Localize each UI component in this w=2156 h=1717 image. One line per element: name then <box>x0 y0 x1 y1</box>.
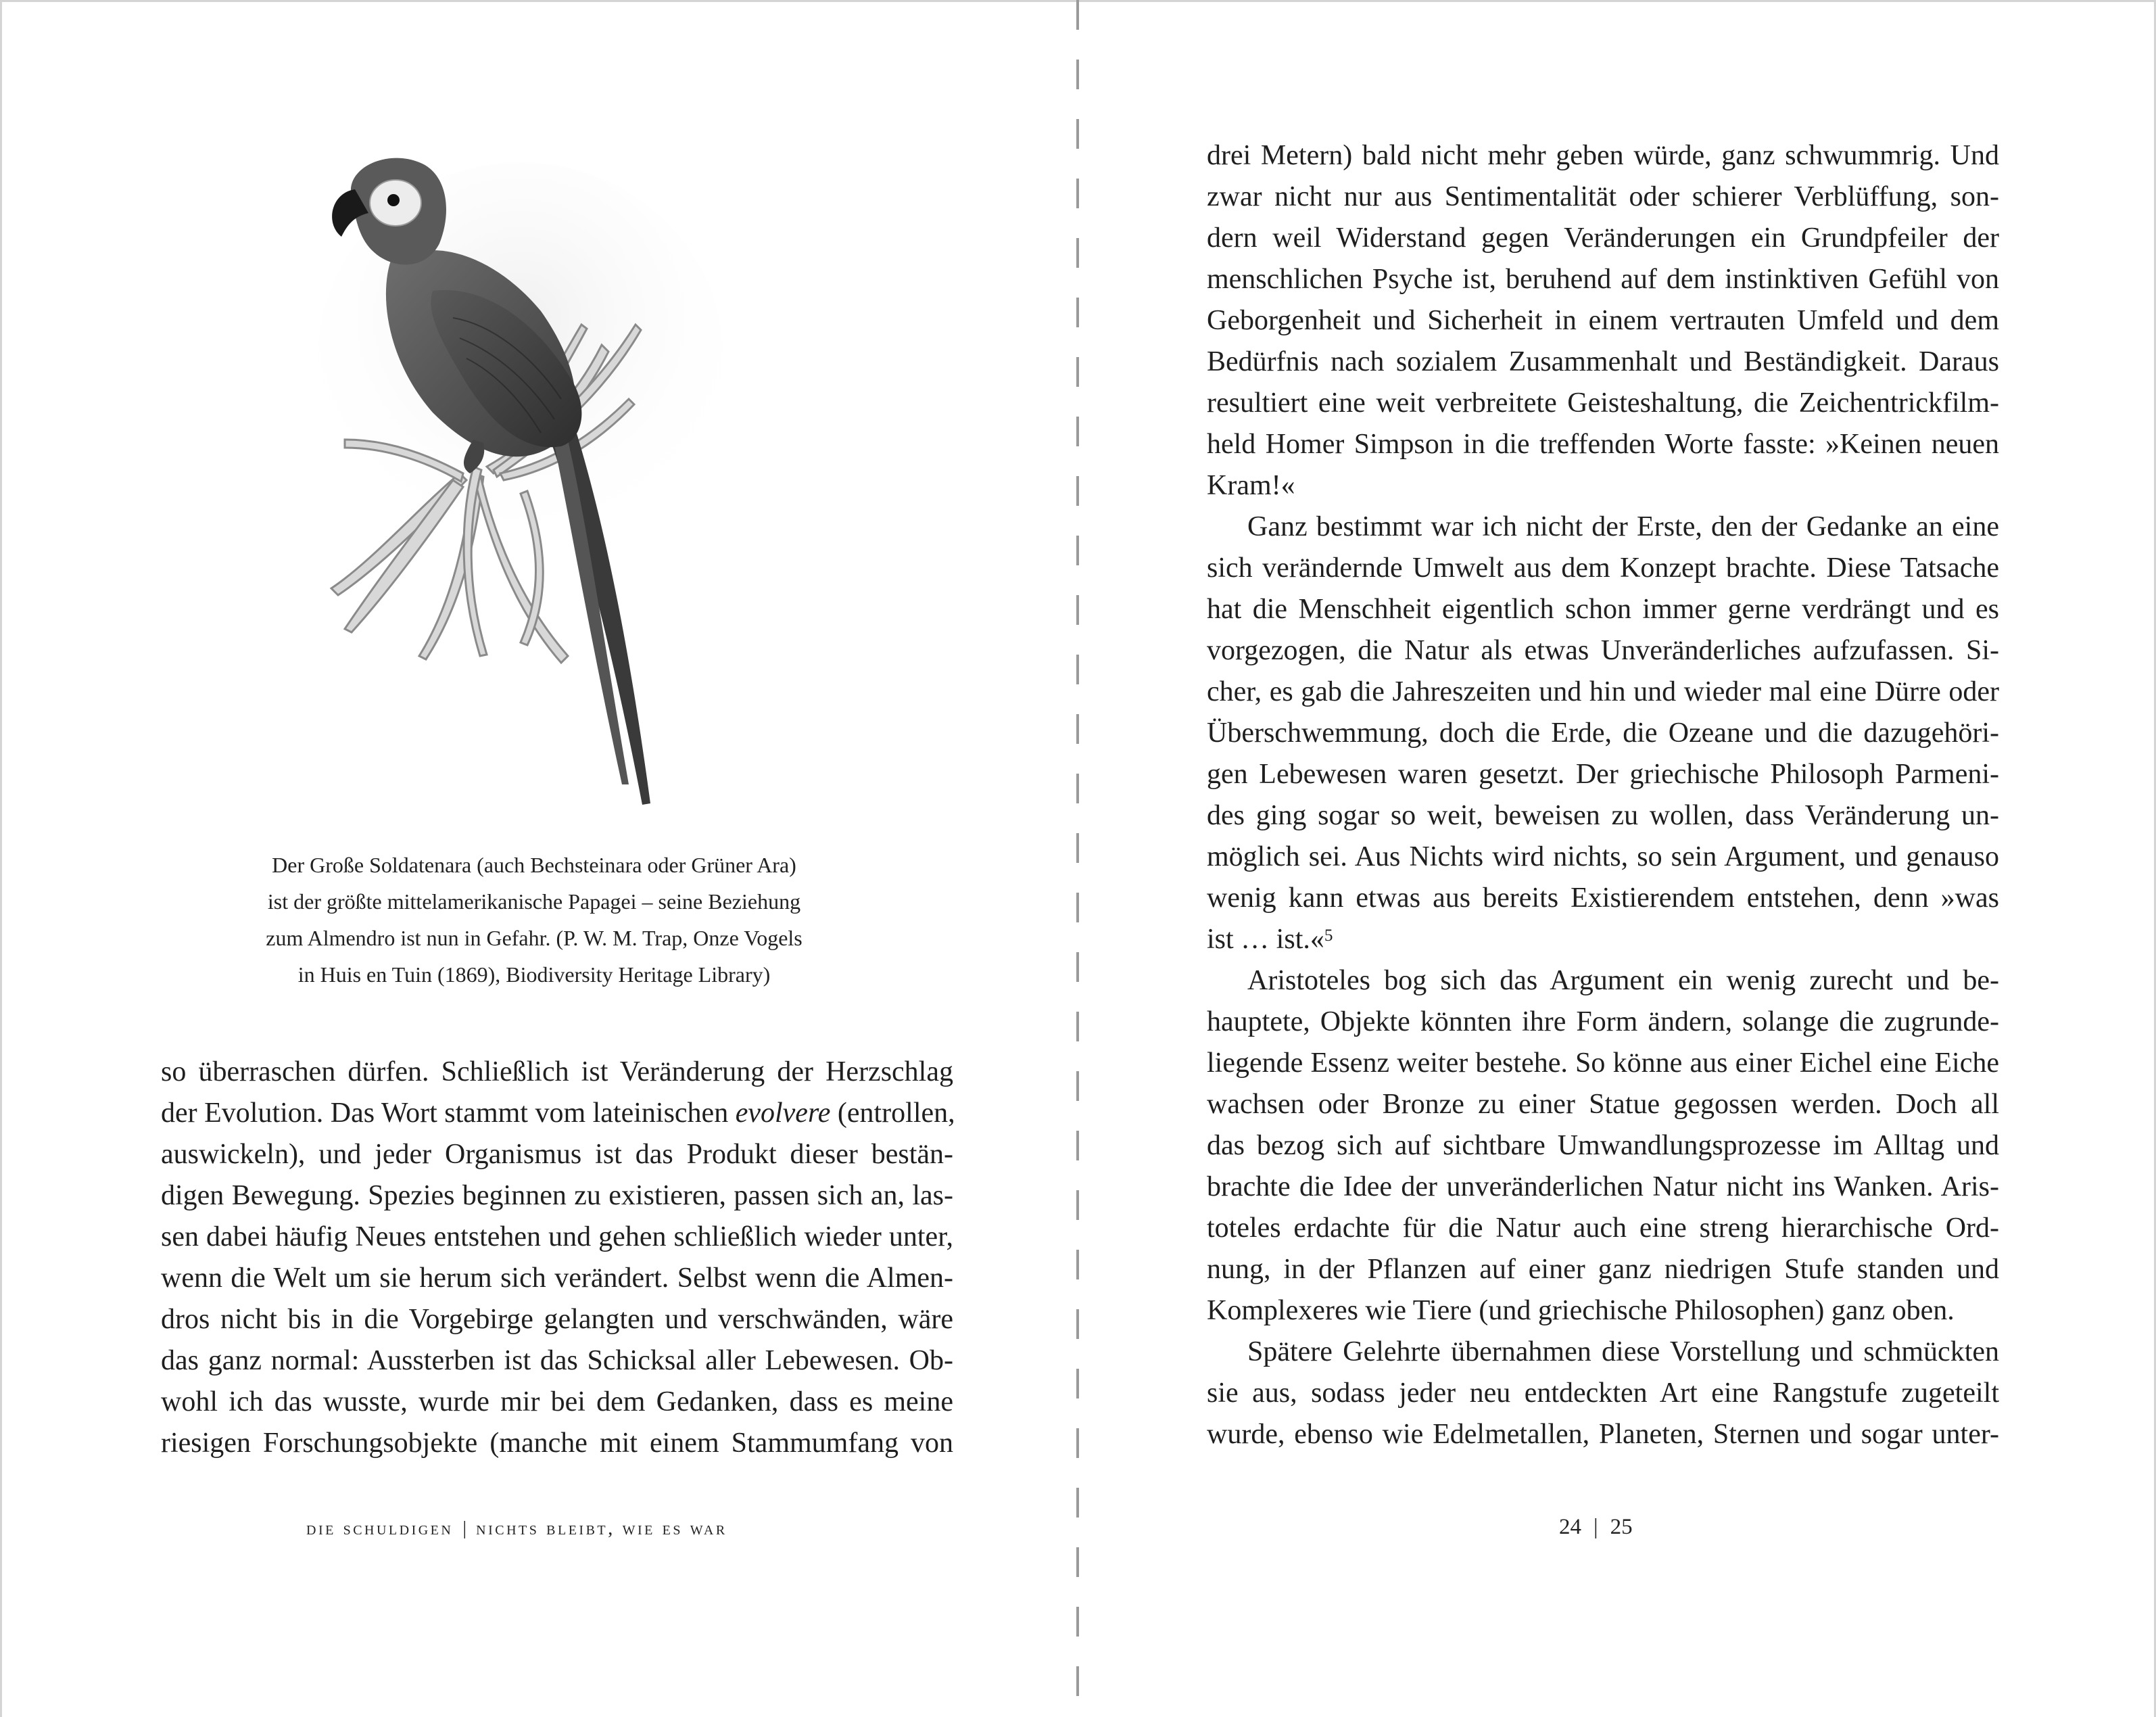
text-line: wenig kann etwas aus bereits Existierendem entstehen, denn »was <box>1207 883 1999 914</box>
text-line: Kram!« <box>1207 470 1295 501</box>
text-line: hat die Menschheit eigentlich schon immer gerne verdrängt und es <box>1207 594 1999 625</box>
text-line: drei Metern) bald nicht mehr geben würde, ganz schwummrig. Und <box>1207 140 1999 171</box>
text-line: menschlichen Psyche ist, beruhend auf dem instinktiven Gefühl von <box>1207 264 1999 295</box>
text-line: ist … ist.«$^5$ <box>1207 924 1333 955</box>
text-line: Geborgenheit und Sicherheit in einem vertrauten Umfeld und dem <box>1207 305 1999 336</box>
text-line: vorgezogen, die Natur als etwas Unveränderliches aufzufassen. Si- <box>1207 635 1999 666</box>
text-line: dern weil Widerstand gegen Veränderungen ein Grundpfeiler der <box>1207 222 1999 254</box>
parrot-illustration <box>318 156 750 812</box>
footnote-marker[interactable]: 5 <box>1324 926 1333 945</box>
text-line: cher, es gab die Jahreszeiten und hin und wieder mal eine Dürre oder <box>1207 676 1999 707</box>
caption-line: ist der größte mittelamerikanische Papagei – seine Beziehung <box>267 889 801 914</box>
chapter-title: nichts bleibt, wie es war <box>476 1518 727 1539</box>
text-line: gen Lebewesen waren gesetzt. Der griechische Philosoph Parmeni- <box>1207 759 1999 790</box>
text-line: sie aus, sodass jeder neu entdeckten Art eine Rangstufe zugeteilt <box>1207 1378 1999 1409</box>
text-line: wenn die Welt um sie herum sich verändert. Selbst wenn die Almen- <box>161 1263 953 1294</box>
caption-line: zum Almendro ist nun in Gefahr. (P. W. M. Trap, Onze Vogels <box>266 926 802 950</box>
text-line: toteles erdachte für die Natur auch eine streng hierarchische Ord- <box>1207 1213 1999 1244</box>
text-line: brachte die Idee der unveränderlichen Natur nicht ins Wanken. Aris- <box>1207 1171 1999 1202</box>
right-body-text <box>1207 135 1999 1455</box>
text-line: das ganz normal: Aussterben ist das Schicksal aller Lebewesen. Ob- <box>161 1345 953 1376</box>
text-line: Ganz bestimmt war ich nicht der Erste, den der Gedanke an eine <box>1247 511 1999 542</box>
caption-line: Der Große Soldatenara (auch Bechsteinara oder Grüner Ara) <box>272 853 796 877</box>
text-line: wachsen oder Bronze zu einer Statue gegossen werden. Doch all <box>1207 1089 1999 1120</box>
caption-line: in Huis en Tuin (1869), Biodiversity Heritage Library) <box>297 962 771 987</box>
text-line: das bezog sich auf sichtbare Umwandlungsprozesse im Alltag und <box>1207 1130 1999 1161</box>
text-line: Aristoteles bog sich das Argument ein wenig zurecht und be- <box>1247 965 1999 996</box>
text-line: held Homer Simpson in die treffenden Worte fasste: »Keinen neuen <box>1207 429 1999 460</box>
text-line: des ging sogar so weit, beweisen zu wollen, dass Veränderung un- <box>1207 800 1999 831</box>
page-numbers <box>1559 1515 1633 1540</box>
text-line: sen dabei häufig Neues entstehen und gehen schließlich wieder unter, <box>161 1221 953 1252</box>
text-line: so überraschen dürfen. Schließlich ist Veränderung der Herzschlag <box>161 1056 953 1087</box>
text-line: nung, in der Pflanzen auf einer ganz niedrigen Stufe standen und <box>1207 1254 1999 1285</box>
text-line: wohl ich das wusste, wurde mir bei dem Gedanken, dass es meine <box>161 1386 953 1417</box>
text-line: resultiert eine weit verbreitete Geisteshaltung, die Zeichentrickfilm- <box>1207 387 1999 419</box>
text-line: auswickeln), und jeder Organismus ist das Produkt dieser bestän- <box>161 1139 953 1170</box>
text-line: liegende Essenz weiter bestehe. So könne aus einer Eichel eine Eiche <box>1207 1048 1999 1079</box>
figure-caption <box>230 847 838 993</box>
text-line: Überschwemmung, doch die Erde, die Ozeane und die dazugehöri- <box>1207 718 1999 749</box>
text-line: möglich sei. Aus Nichts wird nichts, so sein Argument, und genauso <box>1207 841 1999 872</box>
text-line: riesigen Forschungsobjekte (manche mit einem Stammumfang von <box>161 1428 953 1459</box>
section-title: die schuldigen <box>306 1518 454 1539</box>
text-line: hauptete, Objekte könnten ihre Form ändern, solange die zugrunde- <box>1207 1006 1999 1037</box>
text-line: zwar nicht nur aus Sentimentalität oder schierer Verblüffung, son- <box>1207 181 1999 212</box>
page-number-right: 25 <box>1610 1515 1633 1539</box>
running-footer <box>306 1518 727 1540</box>
text-line: wurde, ebenso wie Edelmetallen, Planeten, Sternen und sogar unter- <box>1207 1419 1999 1450</box>
latin-term: evolvere <box>735 1098 831 1129</box>
footer-separator: | <box>1594 1515 1598 1539</box>
text-line: sich verändernde Umwelt aus dem Konzept brachte. Diese Tatsache <box>1207 552 1999 584</box>
page-number-left: 24 <box>1559 1515 1581 1539</box>
text-line: Komplexeres wie Tiere (und griechische Philosophen) ganz oben. <box>1207 1295 1955 1326</box>
text-line: dros nicht bis in die Vorgebirge gelangten und verschwänden, wäre <box>161 1304 953 1335</box>
text-line: Spätere Gelehrte übernahmen diese Vorstellung und schmückten <box>1247 1336 1999 1367</box>
text-line: der Evolution. Das Wort stammt vom lateinischen evolvere (entrollen, <box>161 1098 955 1129</box>
text-line: digen Bewegung. Spezies beginnen zu existieren, passen sich an, las- <box>161 1180 953 1211</box>
footer-separator: | <box>462 1518 467 1539</box>
text-line: Bedürfnis nach sozialem Zusammenhalt und Beständigkeit. Daraus <box>1207 346 1999 377</box>
parrot-eye <box>387 194 400 206</box>
left-body-text <box>161 1052 953 1464</box>
